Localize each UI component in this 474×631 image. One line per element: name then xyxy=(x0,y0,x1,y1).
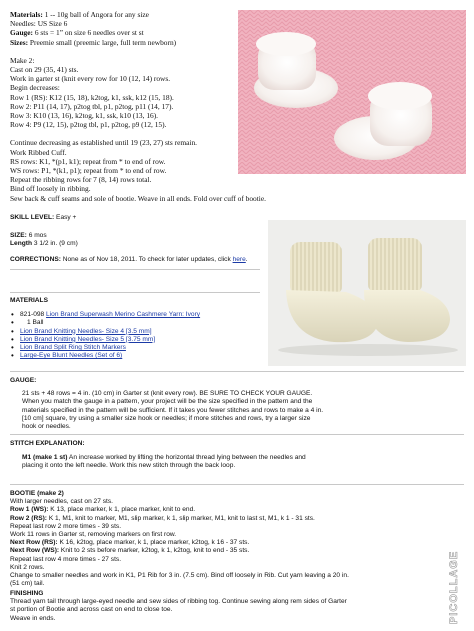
corrections: CORRECTIONS: None as of Nov 18, 2011. To check for later updates, click here. xyxy=(10,256,248,263)
bootie-step: Work 11 rows in Garter st, removing markers on first row. xyxy=(10,531,177,539)
bind-line: Bind off loosely in ribbing. xyxy=(10,184,91,194)
divider xyxy=(10,484,464,485)
rs-line: RS rows: K1, *(p1, k1); repeat from * to end of row. xyxy=(10,156,166,166)
stitch-text: placing it onto the left needle. Work this new stitch through the back loop. xyxy=(22,462,236,470)
size-block: SIZE: 6 mos Length 3 1/2 in. (9 cm) xyxy=(10,232,78,248)
gauge-line: Gauge: 6 sts = 1” on size 6 needles over st st xyxy=(10,28,144,38)
booties-photo-pink-image xyxy=(238,10,466,174)
gauge-text: 21 sts + 48 rows = 4 in. (10 cm) in Garter st (knit every row). BE SURE TO CHECK YOUR GAUGE. xyxy=(22,390,313,398)
row-line: Row 4: P9 (12, 15), p2tog tbl, p1, p2tog, p9 (12, 15). xyxy=(10,120,167,130)
divider xyxy=(10,292,260,293)
bootie-step: Row 1 (WS): K 13, place marker, k 1, place marker, knit to end. xyxy=(10,506,196,514)
sizes-line: Sizes: Preemie small (preemic large, full term newborn) xyxy=(10,37,177,47)
row-line: Row 3: K10 (13, 16), k2tog, k1, ssk, k10 (13, 16). xyxy=(10,111,159,121)
materials-heading: MATERIALS xyxy=(10,297,48,304)
sew-line: Sew back & cuff seams and sole of bootie. Weave in all ends. Fold over cuff of bootie. xyxy=(10,193,266,203)
stitch-text: M1 (make 1 st) An increase worked by lifting the horizontal thread lying between the needles and xyxy=(22,454,306,462)
materials-item: • 1 Ball xyxy=(10,319,200,327)
gauge-section xyxy=(10,377,323,431)
finishing-section xyxy=(10,590,347,623)
corrections-link[interactable]: here xyxy=(232,256,246,263)
repeat-line: Repeat the ribbing rows for 7 (8, 14) rows total. xyxy=(10,175,152,185)
materials-item xyxy=(10,344,200,352)
watermark-logo: PICOLLAGE xyxy=(448,550,460,624)
materials-link[interactable]: Lion Brand Split Ring Stitch Markers xyxy=(20,344,126,352)
materials-section xyxy=(10,297,200,360)
stitch-heading: STITCH EXPLANATION: xyxy=(10,440,85,447)
row-line: Row 1 (RS): K12 (15, 18), k2tog, k1, ssk, k12 (15, 18). xyxy=(10,92,174,102)
needles-line: Needles: US Size 6 xyxy=(10,19,68,29)
bootie-step: Repeat last row 4 more times - 27 sts. xyxy=(10,555,122,563)
materials-link[interactable]: Lion Brand Superwash Merino Cashmere Yarn: Ivory xyxy=(46,311,201,319)
booties-photo-cream-image xyxy=(268,220,466,366)
materials-line: Materials: 1 -- 10g ball of Angora for any size xyxy=(10,10,149,19)
finishing-heading: FINISHING xyxy=(10,590,44,597)
gauge-text: [10 cm] square, try using a smaller size hook or needles; if more stitches and rows, try a larger size xyxy=(22,414,311,422)
gauge-text: When you match the gauge in a pattern, your project will be the size specified in the pattern and the xyxy=(22,398,313,406)
finishing-text: Weave in ends. xyxy=(10,614,56,622)
bootie-step: (51 cm) tail. xyxy=(10,580,45,588)
bootie-step: Knit 2 rows. xyxy=(10,563,45,571)
bootie-step: With larger needles, cast on 27 sts. xyxy=(10,498,113,506)
bootie-heading: BOOTIE (make 2) xyxy=(10,490,64,497)
cast-line: Cast on 29 (35, 41) sts. xyxy=(10,65,79,75)
stitch-section xyxy=(10,440,306,471)
materials-link[interactable]: Large-Eye Blunt Needles (Set of 6) xyxy=(20,352,123,360)
divider xyxy=(10,269,260,270)
make-line: Make 2: xyxy=(10,55,35,65)
materials-item xyxy=(10,352,200,360)
bootie-step: Next Row (RS): K 16, k2tog, place marker, k 1, place marker, k2tog, k 16 - 37 sts. xyxy=(10,539,250,547)
divider xyxy=(10,371,464,372)
bootie-step: Repeat last row 2 more times - 39 sts. xyxy=(10,522,122,530)
garter-line: Work in garter st (knit every row for 10 (12, 14) rows. xyxy=(10,74,171,84)
gauge-text: materials specified in the pattern will be sufficient. If it takes you fewer stitches and rows to make a 4 in. xyxy=(22,406,324,414)
top-pattern xyxy=(10,10,266,203)
finishing-text: st portion of Bootie and across cast on end to close toe. xyxy=(10,606,173,614)
materials-link[interactable]: Lion Brand Knitting Needles- Size 4 [3.5 mm] xyxy=(20,327,152,335)
row-line: Row 2: P11 (14, 17), p2tog tbl, p1, p2tog, p11 (14, 17). xyxy=(10,101,174,111)
booties-photo-pink xyxy=(238,10,466,174)
materials-link[interactable]: Lion Brand Knitting Needles- Size 5 [3.75 mm] xyxy=(20,335,156,343)
skill-level: SKILL LEVEL: Easy + xyxy=(10,214,77,221)
bootie-step: Row 2 (RS): K 1, M1, knit to marker, M1, slip marker, k 1, slip marker, M1, knit to last st, M1, k 1 - 31 sts. xyxy=(10,514,315,522)
bootie-step: Next Row (WS): Knit to 2 sts before marker, k2tog, k 1, k2tog, knit to end - 35 sts. xyxy=(10,547,250,555)
materials-list xyxy=(10,311,200,360)
materials-item xyxy=(10,336,200,344)
finishing-text: Thread yarn tail through large-eyed needle and sew sides of ribbing tog. Continue sewing along rem sides of Garter xyxy=(10,598,347,606)
materials-item xyxy=(10,328,200,336)
bootie-step: Change to smaller needles and work in K1, P1 Rib for 3 in. (7.5 cm). Bind off loosely in Rib. Cut yarn leaving a 20 in. xyxy=(10,572,349,580)
gauge-text: hook or needles. xyxy=(22,423,71,431)
bootie-section xyxy=(10,490,349,588)
divider xyxy=(10,434,464,435)
cuff-line: Work Ribbed Cuff. xyxy=(10,147,67,157)
booties-photo-cream xyxy=(268,220,466,366)
continue-line: Continue decreasing as established until 19 (23, 27) sts remain. xyxy=(10,138,197,148)
materials-item: • 821-098 Lion Brand Superwash Merino Cashmere Yarn: Ivory xyxy=(10,311,200,319)
gauge-heading: GAUGE: xyxy=(10,377,37,384)
ws-line: WS rows: P1, *(k1, p1); repeat from * to end of row. xyxy=(10,166,167,176)
begin-line: Begin decreases: xyxy=(10,83,60,93)
